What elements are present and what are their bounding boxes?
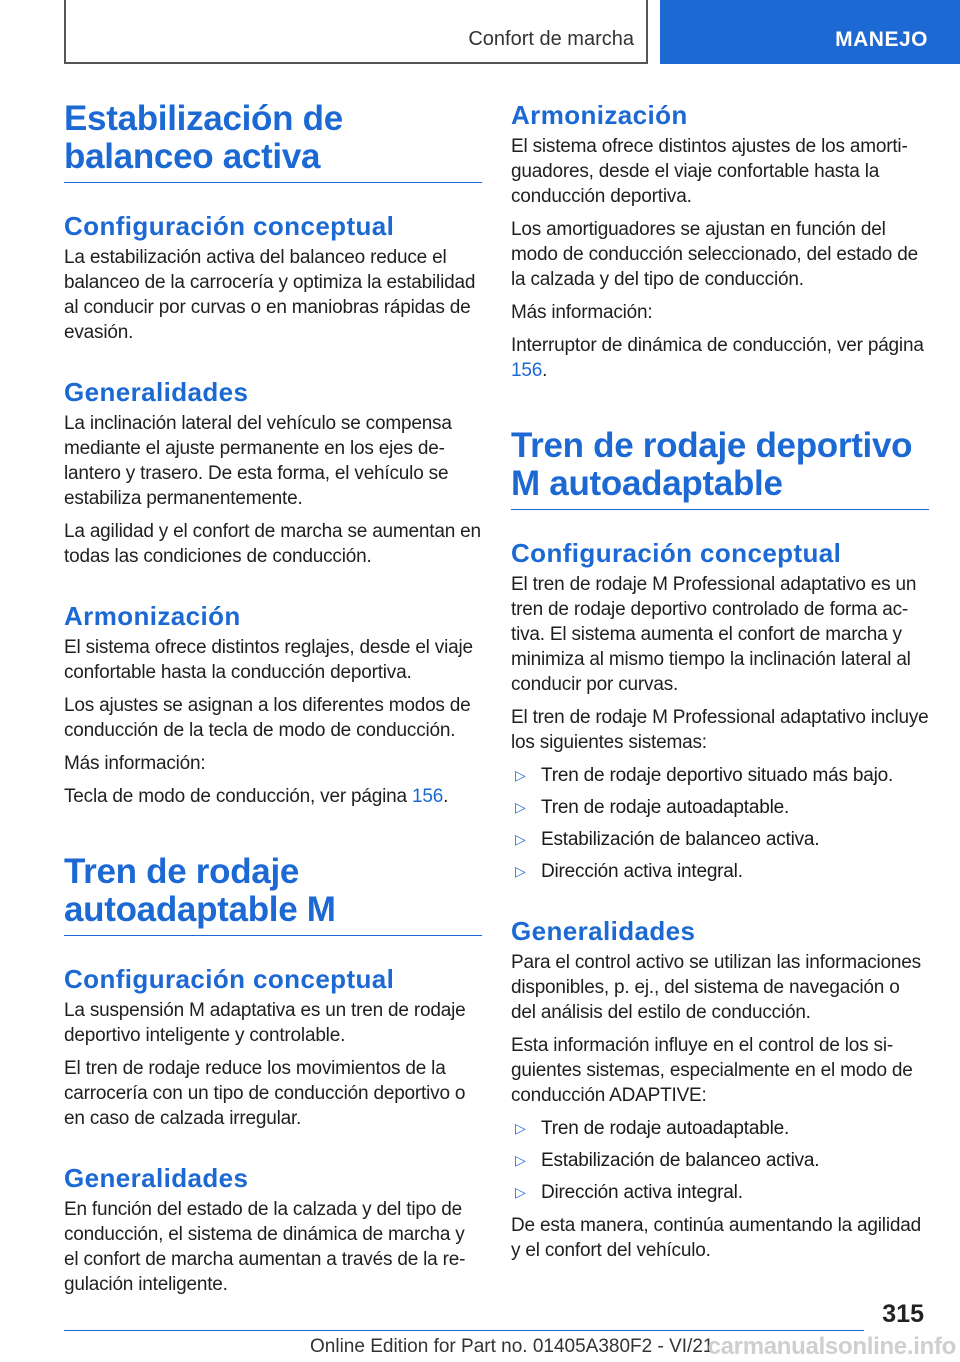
triangle-bullet-icon: ▷ (515, 799, 526, 815)
paragraph: Esta información influye en el control de los siguientes sistemas, especialmente en el modo de conducción ADAPTIVE: (511, 1035, 913, 1106)
subheading-concept: Configuración conceptual (64, 964, 395, 994)
paragraph: Más información: (511, 302, 653, 323)
paragraph: De esta manera, continúa aumentando la agilidad y el confort del vehículo. (511, 1215, 921, 1261)
reference-text: Tecla de modo de conducción, ver página (64, 786, 412, 807)
subheading-concept: Configuración conceptual (64, 211, 395, 241)
subheading-concept: Configuración conceptual (511, 538, 842, 568)
triangle-bullet-icon: ▷ (515, 863, 526, 879)
header-section-box (64, 0, 648, 64)
footer-divider (64, 1330, 864, 1331)
paragraph: El tren de rodaje M Professional adaptativo es un tren de rodaje deportivo controlado de forma activa. El sistema aumenta el confort de marcha y minimiza al mismo tiempo la inclinación lateral al conducir por curvas. (511, 574, 917, 695)
controlled-systems-list (511, 1116, 929, 1205)
header-chapter-tab (660, 0, 960, 64)
left-column (64, 100, 482, 1305)
subheading-general: Generalidades (64, 377, 249, 407)
reference-text: Interruptor de dinámica de conducción, ver página (511, 335, 924, 356)
list-item: ▷ Dirección activa integral. (515, 861, 743, 882)
paragraph: Los amortiguadores se ajustan en función del modo de conducción seleccionado, del estado de la calzada y del tipo de conducción. (511, 219, 918, 290)
paragraph: Los ajustes se asignan a los diferentes modos de conducción de la tecla de modo de conducción. (64, 695, 471, 741)
paragraph-with-reference: Tecla de modo de conducción, ver página 156. (64, 786, 449, 807)
list-item: ▷ Estabilización de balanceo activa. (515, 829, 820, 850)
page-number: 315 (882, 1300, 924, 1328)
paragraph: Más información: (64, 753, 206, 774)
subheading-harmonization: Armonización (511, 100, 688, 130)
right-column (511, 100, 929, 1271)
list-item: ▷ Tren de rodaje autoadaptable. (515, 797, 790, 818)
page-reference-link[interactable]: 156 (411, 786, 444, 807)
list-item: ▷ Tren de rodaje deportivo situado más bajo. (515, 765, 894, 786)
section-heading-adaptive-suspension-m: Tren de rodaje autoadaptable M (64, 853, 482, 936)
edition-text: Online Edition for Part no. 01405A380F2 - VI/21 (310, 1336, 714, 1357)
paragraph: La inclinación lateral del vehículo se compensa mediante el ajuste permanente en los ejes delantero y trasero. De esta forma, el vehículo se estabiliza permanentemente. (64, 413, 452, 509)
paragraph: La agilidad y el confort de marcha se aumentan en todas las condiciones de conducción. (64, 521, 481, 567)
page-reference-link[interactable]: 156 (511, 360, 543, 381)
paragraph: La suspensión M adaptativa es un tren de rodaje deportivo inteligente y controlable. (64, 1000, 466, 1046)
triangle-bullet-icon: ▷ (515, 831, 526, 847)
header-section-title: Confort de marcha (468, 28, 634, 50)
list-item: ▷ Estabilización de balanceo activa. (515, 1150, 820, 1171)
paragraph: En función del estado de la calzada y del tipo de conducción, el sistema de dinámica de marcha y el confort de marcha aumentan a través de la regulación inteligente. (64, 1199, 466, 1295)
paragraph: El tren de rodaje M Professional adaptativo incluye los siguientes sistemas: (511, 707, 929, 753)
triangle-bullet-icon: ▷ (515, 1184, 526, 1200)
subheading-harmonization: Armonización (64, 601, 241, 631)
triangle-bullet-icon: ▷ (515, 1152, 526, 1168)
paragraph: Para el control activo se utilizan las informaciones disponibles, p. ej., del sistema de navegación o del análisis del estilo de conducción. (511, 952, 921, 1023)
paragraph: El tren de rodaje reduce los movimientos de la carrocería con un tipo de conducción deportivo o en caso de calzada irregular. (64, 1058, 466, 1129)
paragraph: El sistema ofrece distintos reglajes, desde el viaje confortable hasta la conducción deportiva. (64, 637, 473, 683)
triangle-bullet-icon: ▷ (515, 1120, 526, 1136)
paragraph-with-reference: Interruptor de dinámica de conducción, ver página 156. (511, 335, 924, 381)
list-item: ▷ Dirección activa integral. (515, 1182, 743, 1203)
subheading-general: Generalidades (64, 1163, 249, 1193)
paragraph: El sistema ofrece distintos ajustes de los amortiguadores, desde el viaje confortable hasta la conducción deportiva. (511, 136, 908, 207)
list-item: ▷ Tren de rodaje autoadaptable. (515, 1118, 790, 1139)
section-heading-adaptive-sport-suspension-m: Tren de rodaje deportivo M autoadaptable (511, 427, 929, 510)
subheading-general: Generalidades (511, 916, 696, 946)
triangle-bullet-icon: ▷ (515, 767, 526, 783)
watermark: carmanualsonline.info (707, 1333, 956, 1360)
systems-list (511, 763, 929, 884)
header-chapter-label: MANEJO (835, 28, 928, 51)
section-heading-active-roll-stabilization: Estabilización de balanceo activa (64, 100, 482, 183)
paragraph: La estabilización activa del balanceo reduce el balanceo de la carrocería y optimiza la estabilidad al conducir por curvas o en maniobras rápidas de evasión. (64, 247, 476, 343)
